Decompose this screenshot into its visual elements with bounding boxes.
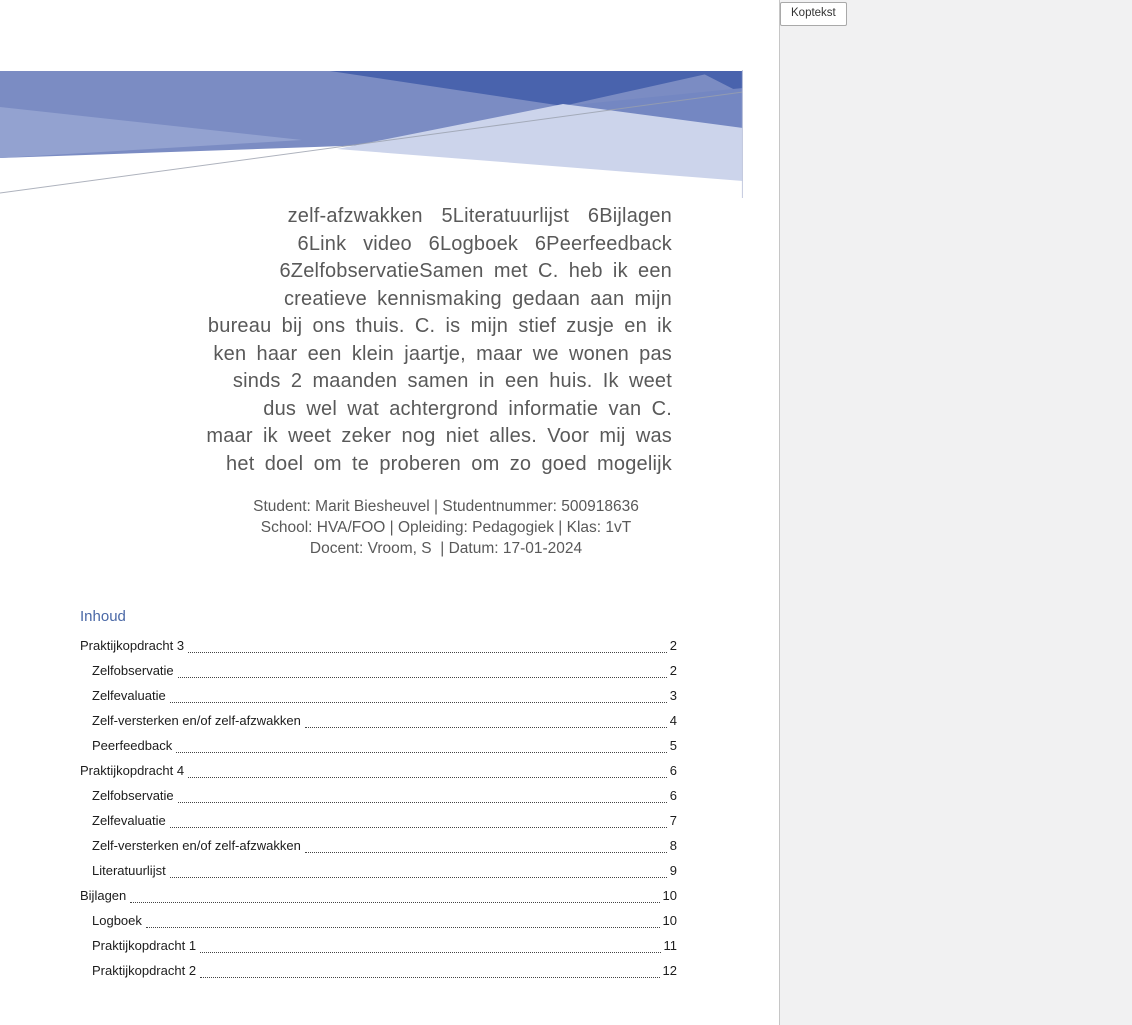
toc-entry-page-number: 9 (669, 863, 677, 878)
toc-entry-label: Zelf-versterken en/of zelf-afzwakken (92, 713, 301, 728)
toc-entry[interactable] (80, 758, 677, 783)
student-info-line[interactable]: Docent: Vroom, S | Datum: 17-01-2024 (309, 540, 583, 557)
toc-entry[interactable] (80, 808, 677, 833)
toc-entry-page-number: 2 (669, 638, 677, 653)
toc-entries (80, 633, 677, 983)
header-mode-tab: Koptekst (780, 2, 847, 26)
toc-dot-leader (170, 864, 667, 878)
toc-entry-label: Praktijkopdracht 1 (92, 938, 197, 953)
toc-entry-label: Zelfevaluatie (92, 813, 166, 828)
toc-entry[interactable] (80, 783, 677, 808)
canvas-background (779, 0, 1132, 1025)
toc-entry-page-number: 6 (669, 763, 677, 778)
toc-entry-label: Bijlagen (80, 888, 127, 903)
toc-entry-label: Peerfeedback (92, 738, 173, 753)
toc-entry-page-number: 2 (669, 663, 677, 678)
toc-dot-leader (176, 739, 667, 753)
body-text-line[interactable]: 6Link video 6Logboek 6Peerfeedback (297, 232, 672, 255)
body-text-line[interactable]: bureau bij ons thuis. C. is mijn stief zusje en ik (207, 315, 672, 337)
body-text-line[interactable]: maar ik weet zeker nog niet alles. Voor mij was (206, 425, 672, 447)
toc-dot-leader (130, 889, 659, 903)
body-text-line[interactable]: ken haar een klein jaartje, maar we wonen pas (213, 342, 672, 365)
toc-entry-label: Zelfobservatie (92, 788, 174, 803)
toc-entry-page-number: 12 (662, 963, 677, 978)
toc-dot-leader (178, 789, 667, 803)
toc-entry-page-number: 5 (669, 738, 677, 753)
toc-dot-leader (200, 939, 660, 953)
toc-entry[interactable] (80, 883, 677, 908)
toc-title: Inhoud (80, 608, 126, 625)
toc-dot-leader (146, 914, 660, 928)
toc-entry-page-number: 11 (663, 938, 677, 953)
toc-entry[interactable] (80, 733, 677, 758)
toc-entry-label: Logboek (92, 913, 142, 928)
toc-dot-leader (305, 714, 667, 728)
student-info-line[interactable]: Student: Marit Biesheuvel | Studentnummer: 500918636 (253, 498, 639, 515)
toc-entry-page-number: 8 (669, 838, 677, 853)
toc-entry-page-number: 3 (669, 688, 677, 703)
toc-dot-leader (188, 764, 667, 778)
toc-entry-page-number: 4 (669, 713, 677, 728)
toc-entry-label: Zelfevaluatie (92, 688, 166, 703)
body-text-line[interactable]: sinds 2 maanden samen in een huis. Ik weet (232, 370, 672, 392)
toc-entry-label: Literatuurlijst (92, 863, 166, 878)
toc-entry-page-number: 7 (669, 813, 677, 828)
toc-entry[interactable] (80, 833, 677, 858)
toc-entry[interactable] (80, 958, 677, 983)
toc-entry-label: Praktijkopdracht 2 (92, 963, 197, 978)
toc-entry[interactable] (80, 858, 677, 883)
body-text-line[interactable]: dus wel wat achtergrond informatie van C. (263, 397, 672, 420)
student-info-block[interactable] (146, 496, 746, 559)
toc-dot-leader (188, 639, 667, 653)
body-text-line[interactable]: creatieve kennismaking gedaan aan mijn (283, 287, 672, 310)
toc-dot-leader (305, 839, 667, 853)
toc-dot-leader (170, 689, 667, 703)
toc-entry[interactable] (80, 708, 677, 733)
toc-dot-leader (178, 664, 667, 678)
toc-entry-label: Praktijkopdracht 3 (80, 638, 185, 653)
toc-dot-leader (170, 814, 667, 828)
toc-entry-label: Zelf-versterken en/of zelf-afzwakken (92, 838, 301, 853)
body-paragraph[interactable] (112, 203, 672, 478)
toc-entry[interactable] (80, 683, 677, 708)
toc-entry[interactable] (80, 658, 677, 683)
toc-entry-label: Praktijkopdracht 4 (80, 763, 185, 778)
student-info-line[interactable]: School: HVA/FOO | Opleiding: Pedagogiek | Klas: 1vT (260, 519, 632, 536)
toc-entry-label: Zelfobservatie (92, 663, 174, 678)
body-text-line[interactable]: 6ZelfobservatieSamen met C. heb ik een (279, 260, 672, 282)
header-artwork (0, 70, 743, 200)
toc-entry[interactable] (80, 633, 677, 658)
table-of-contents[interactable] (80, 608, 677, 983)
toc-entry-page-number: 6 (669, 788, 677, 803)
toc-entry[interactable] (80, 908, 677, 933)
body-text-line[interactable]: het doel om te proberen om zo goed mogelijk (226, 452, 672, 475)
body-text-line[interactable]: zelf-afzwakken 5Literatuurlijst 6Bijlagen (287, 205, 672, 227)
toc-dot-leader (200, 964, 659, 978)
toc-entry-page-number: 10 (662, 888, 677, 903)
toc-entry[interactable] (80, 933, 677, 958)
toc-entry-page-number: 10 (662, 913, 677, 928)
